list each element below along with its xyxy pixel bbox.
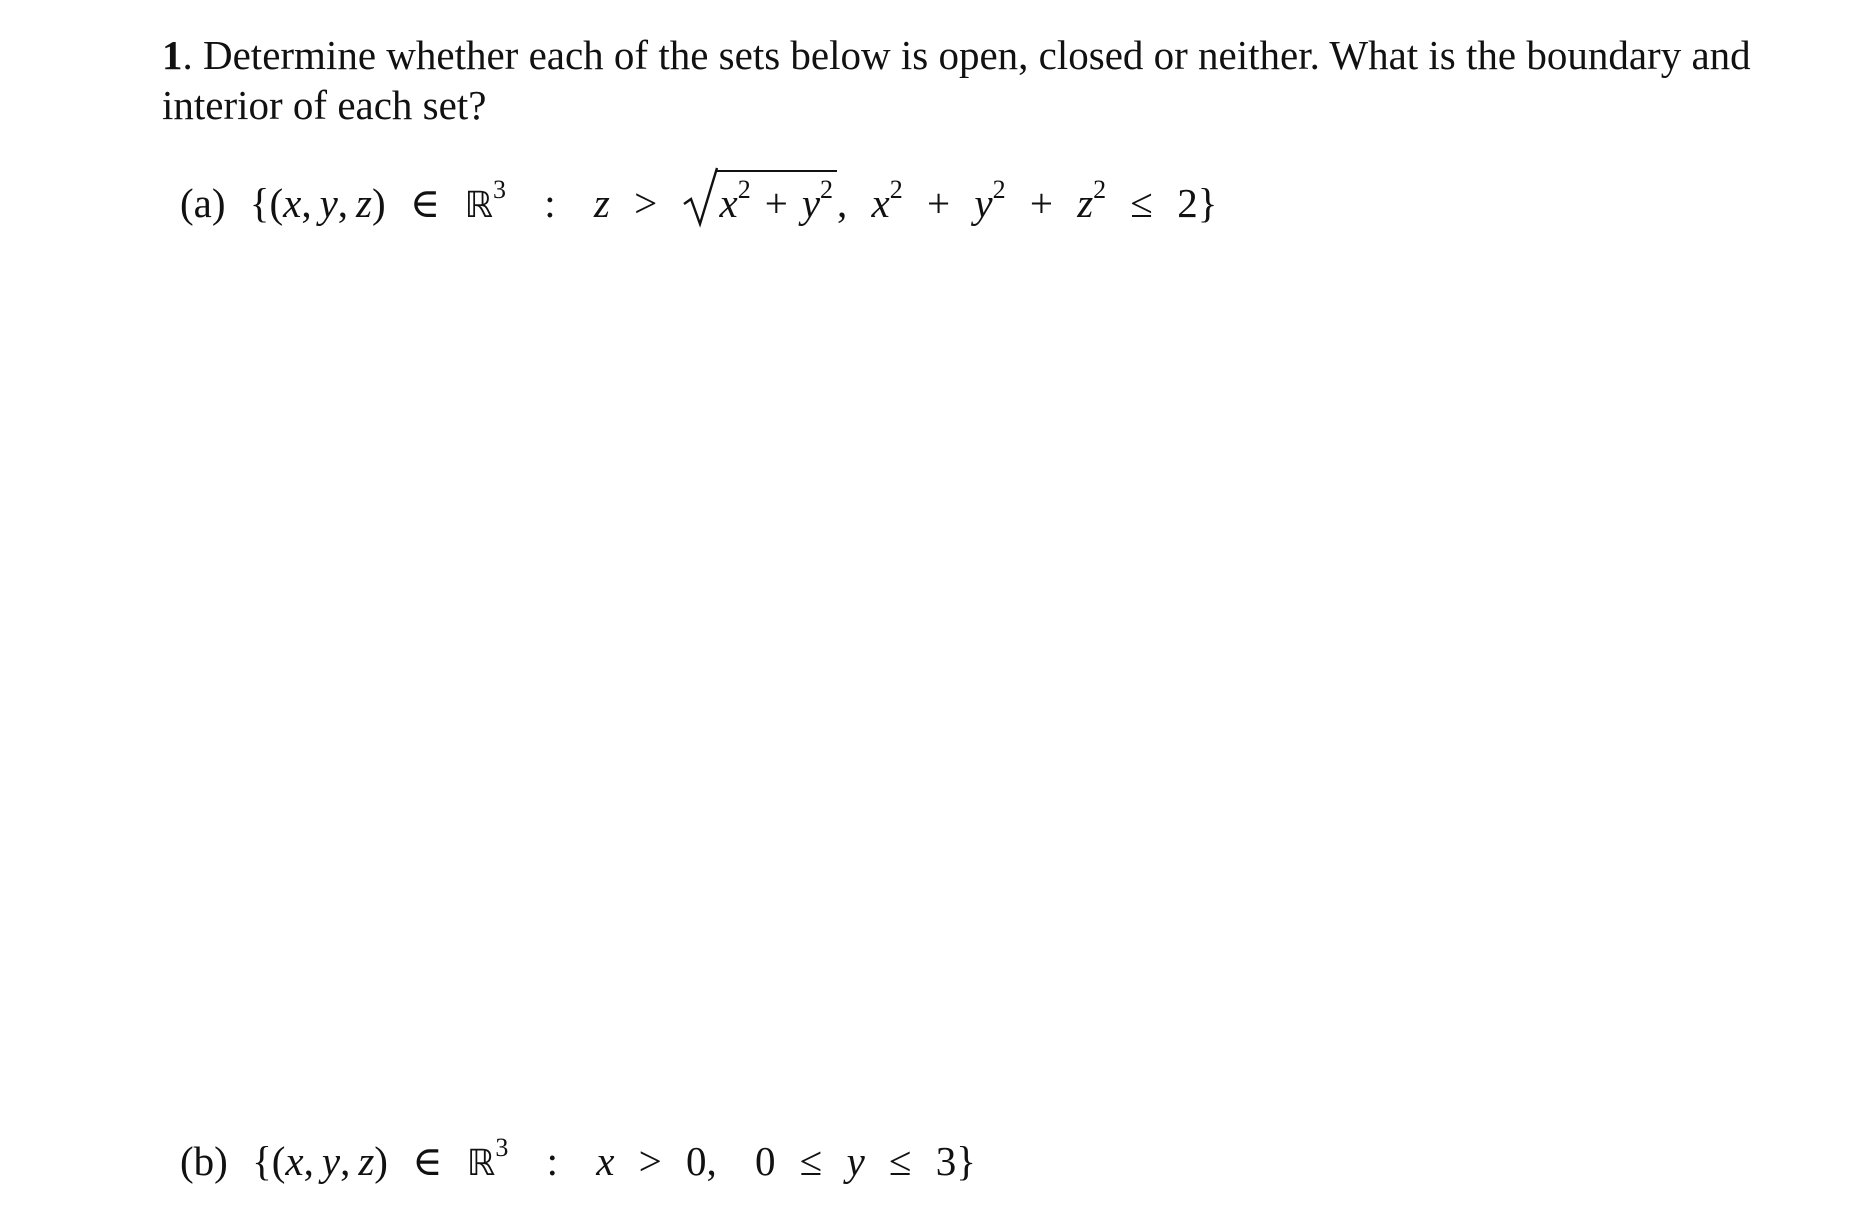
part-a-y-sphere: y bbox=[974, 180, 993, 226]
part-a-reals-exp: 3 bbox=[493, 175, 507, 205]
part-b-set bbox=[180, 1133, 976, 1189]
problem-text: . Determine whether each of the sets below is open, closed or neither. What is the boundary and interior of each set? bbox=[162, 32, 1751, 128]
part-a-x-sphere-exp: 2 bbox=[889, 175, 903, 205]
part-b-z: z bbox=[358, 1138, 375, 1184]
part-a-close-set: } bbox=[1197, 180, 1218, 226]
part-a-radicand bbox=[716, 170, 838, 228]
part-b-zero1: 0 bbox=[686, 1138, 707, 1184]
part-a-plus2: + bbox=[1029, 180, 1053, 226]
problem-number: 1 bbox=[162, 32, 183, 78]
part-b-reals: ℝ bbox=[466, 1143, 496, 1184]
part-b-three: 3 bbox=[935, 1138, 957, 1184]
part-a-reals: ℝ bbox=[464, 185, 494, 226]
part-b-reals-exp: 3 bbox=[495, 1133, 509, 1163]
part-b-y: y bbox=[321, 1138, 341, 1184]
part-a-y: y bbox=[319, 180, 338, 226]
part-a-le: ≤ bbox=[1130, 180, 1153, 226]
part-b-x: x bbox=[285, 1138, 304, 1184]
part-a-z-sphere: z bbox=[1077, 180, 1094, 226]
part-a-comma2: , bbox=[337, 180, 349, 226]
part-a-rad-x: x bbox=[719, 180, 738, 226]
part-b-colon: : bbox=[546, 1138, 558, 1184]
part-a-z-cond: z bbox=[593, 180, 610, 226]
part-a-z: z bbox=[356, 180, 372, 226]
part-b-close-set: } bbox=[956, 1138, 976, 1184]
part-b-y-cond: y bbox=[846, 1138, 865, 1184]
part-a-label: (a) bbox=[180, 180, 226, 226]
part-a-rad-plus: + bbox=[764, 180, 788, 226]
part-a-comma: , bbox=[837, 180, 848, 226]
part-a-z-sphere-exp: 2 bbox=[1093, 175, 1107, 205]
part-b-close-tuple: ) bbox=[374, 1138, 388, 1184]
part-b-comma2: , bbox=[340, 1138, 351, 1184]
part-a-colon: : bbox=[544, 180, 556, 226]
part-b-zero2: 0 bbox=[755, 1138, 776, 1184]
part-a-set bbox=[180, 176, 1217, 231]
part-a-plus1: + bbox=[927, 180, 951, 226]
part-a-sqrt bbox=[682, 176, 838, 228]
part-b-le1: ≤ bbox=[799, 1138, 823, 1184]
part-b-in: ∈ bbox=[412, 1138, 443, 1184]
part-a-in: ∈ bbox=[409, 180, 441, 226]
part-a-x-sphere: x bbox=[871, 180, 890, 226]
part-a-y-sphere-exp: 2 bbox=[992, 175, 1006, 205]
part-b-gt: > bbox=[638, 1138, 662, 1184]
part-a-comma1: , bbox=[301, 180, 312, 226]
part-a-rad-x-exp: 2 bbox=[737, 175, 751, 205]
part-b-comma1: , bbox=[303, 1138, 314, 1184]
problem-statement bbox=[162, 30, 1802, 130]
part-a-close-tuple: ) bbox=[371, 180, 386, 226]
part-a-gt: > bbox=[634, 180, 658, 226]
part-b-open-set: {( bbox=[252, 1138, 286, 1184]
part-b-comma: , bbox=[706, 1138, 717, 1184]
part-b-le2: ≤ bbox=[889, 1138, 912, 1184]
part-a-rad-y-exp: 2 bbox=[820, 175, 834, 205]
part-a-two: 2 bbox=[1177, 180, 1198, 226]
part-a-rad-y: y bbox=[801, 180, 821, 226]
part-a-x: x bbox=[283, 180, 302, 226]
sqrt-sign-icon bbox=[682, 166, 718, 228]
part-b-x-cond: x bbox=[596, 1138, 615, 1184]
part-b-label: (b) bbox=[180, 1138, 228, 1184]
part-a-open-set: {( bbox=[249, 180, 284, 226]
